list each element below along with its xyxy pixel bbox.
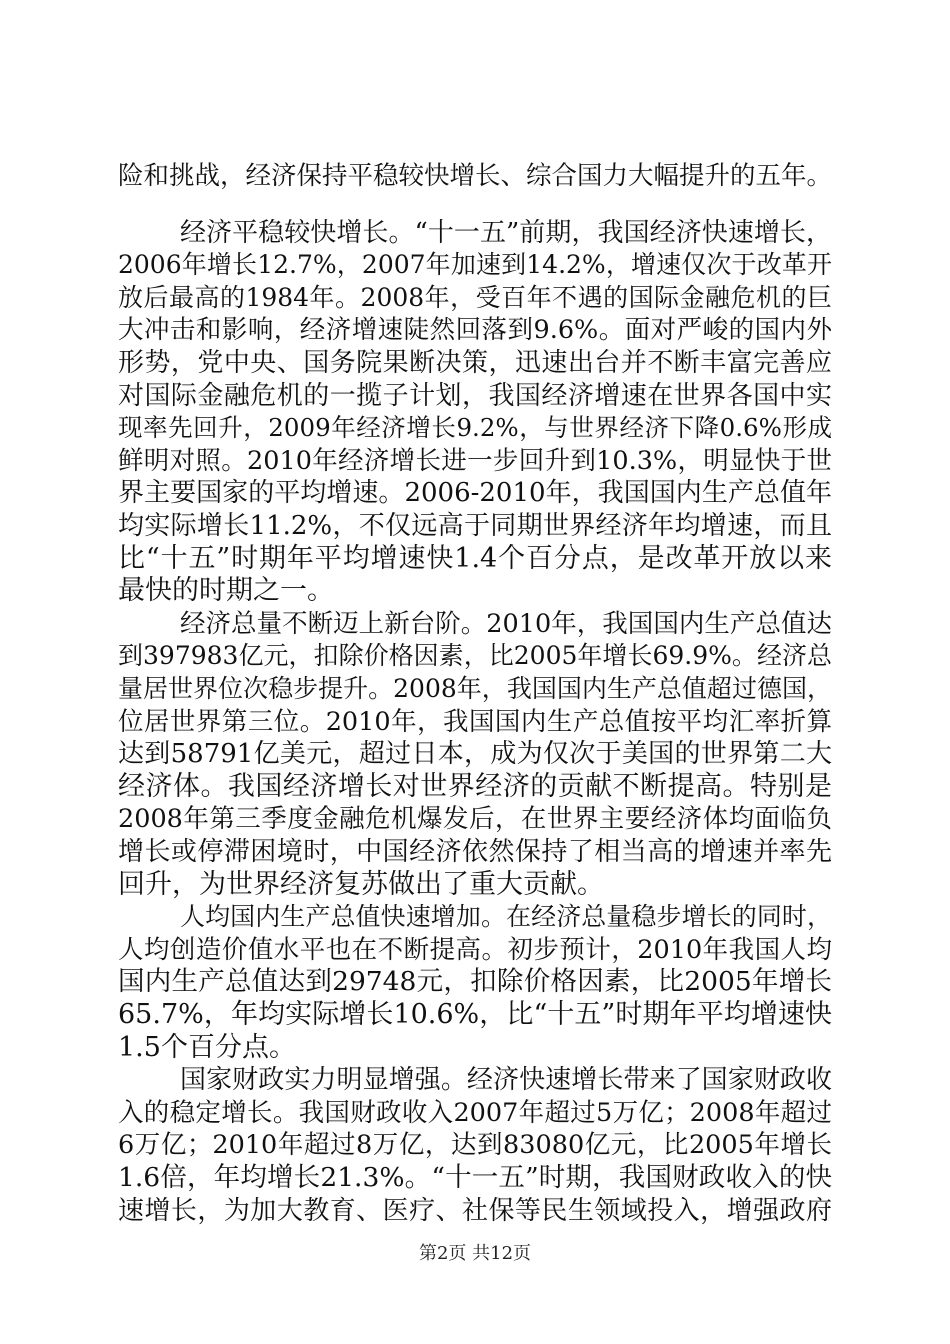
text-line: 量居世界位次稳步提升。2008年，我国国内生产总值超过德国， (118, 674, 832, 703)
text-line: 放后最高的1984年。2008年，受百年不遇的国际金融危机的巨 (118, 283, 832, 312)
text-line: 鲜明对照。2010年经济增长进一步回升到10.3%，明显快于世 (118, 446, 832, 476)
text-line: 速增长，为加大教育、医疗、社保等民生领域投入，增强政府 (118, 1196, 832, 1226)
text-line: 2008年第三季度金融危机爆发后，在世界主要经济体均面临负 (118, 804, 832, 834)
text-line: 到397983亿元，扣除价格因素，比2005年增长69.9%。经济总 (118, 641, 832, 670)
paragraph-first-line: 经济总量不断迈上新台阶。2010年，我国国内生产总值达 (180, 609, 832, 639)
text-line: 人均创造价值水平也在不断提高。初步预计，2010年我国人均 (118, 935, 832, 965)
paragraph-first-line: 国家财政实力明显增强。经济快速增长带来了国家财政收 (180, 1065, 832, 1095)
text-line: 国内生产总值达到29748元，扣除价格因素，比2005年增长 (118, 966, 832, 997)
text-line: 2006年增长12.7%，2007年加速到14.2%，增速仅次于改革开 (118, 250, 832, 279)
text-line: 界主要国家的平均增速。2006-2010年，我国国内生产总值年 (118, 478, 832, 508)
text-line: 位居世界第三位。2010年，我国国内生产总值按平均汇率折算 (118, 707, 832, 737)
text-line: 入的稳定增长。我国财政收入2007年超过5万亿；2008年超过 (118, 1098, 832, 1128)
text-line: 险和挑战，经济保持平稳较快增长、综合国力大幅提升的五年。 (118, 161, 833, 191)
text-line: 形势，党中央、国务院果断决策，迅速出台并不断丰富完善应 (118, 348, 832, 378)
text-line: 经济体。我国经济增长对世界经济的贡献不断提高。特别是 (118, 771, 832, 802)
paragraph-last-line: 1.5个百分点。 (118, 1032, 296, 1063)
text-line: 1.6倍，年均增长21.3%。“十一五”时期，我国财政收入的快 (118, 1162, 832, 1193)
text-line: 均实际增长11.2%，不仅远高于同期世界经济年均增速，而且 (118, 511, 832, 541)
text-line: 比“十五”时期年平均增速快1.4个百分点，是改革开放以来 (118, 543, 832, 574)
text-line: 达到58791亿美元，超过日本，成为仅次于美国的世界第二大 (118, 739, 832, 769)
text-line: 现率先回升，2009年经济增长9.2%，与世界经济下降0.6%形成 (118, 413, 832, 442)
paragraph-last-line: 回升，为世界经济复苏做出了重大贡献。 (118, 869, 604, 900)
text-line: 65.7%，年均实际增长10.6%，比“十五”时期年平均增速快 (118, 999, 832, 1030)
paragraph-first-line: 人均国内生产总值快速增加。在经济总量稳步增长的同时， (180, 902, 832, 931)
text-line: 6万亿；2010年超过8万亿，达到83080亿元，比2005年增长 (118, 1130, 832, 1160)
text-line: 对国际金融危机的一揽子计划，我国经济增速在世界各国中实 (118, 381, 832, 411)
text-line: 大冲击和影响，经济增速陡然回落到9.6%。面对严峻的国内外 (118, 315, 832, 345)
page-number-footer: 第2页 共12页 (418, 1243, 532, 1264)
text-line: 增长或停滞困境时，中国经济依然保持了相当高的增速并率先 (118, 837, 832, 867)
paragraph-last-line: 最快的时期之一。 (118, 575, 334, 606)
paragraph-first-line: 经济平稳较快增长。“十一五”前期，我国经济快速增长， (180, 218, 832, 248)
